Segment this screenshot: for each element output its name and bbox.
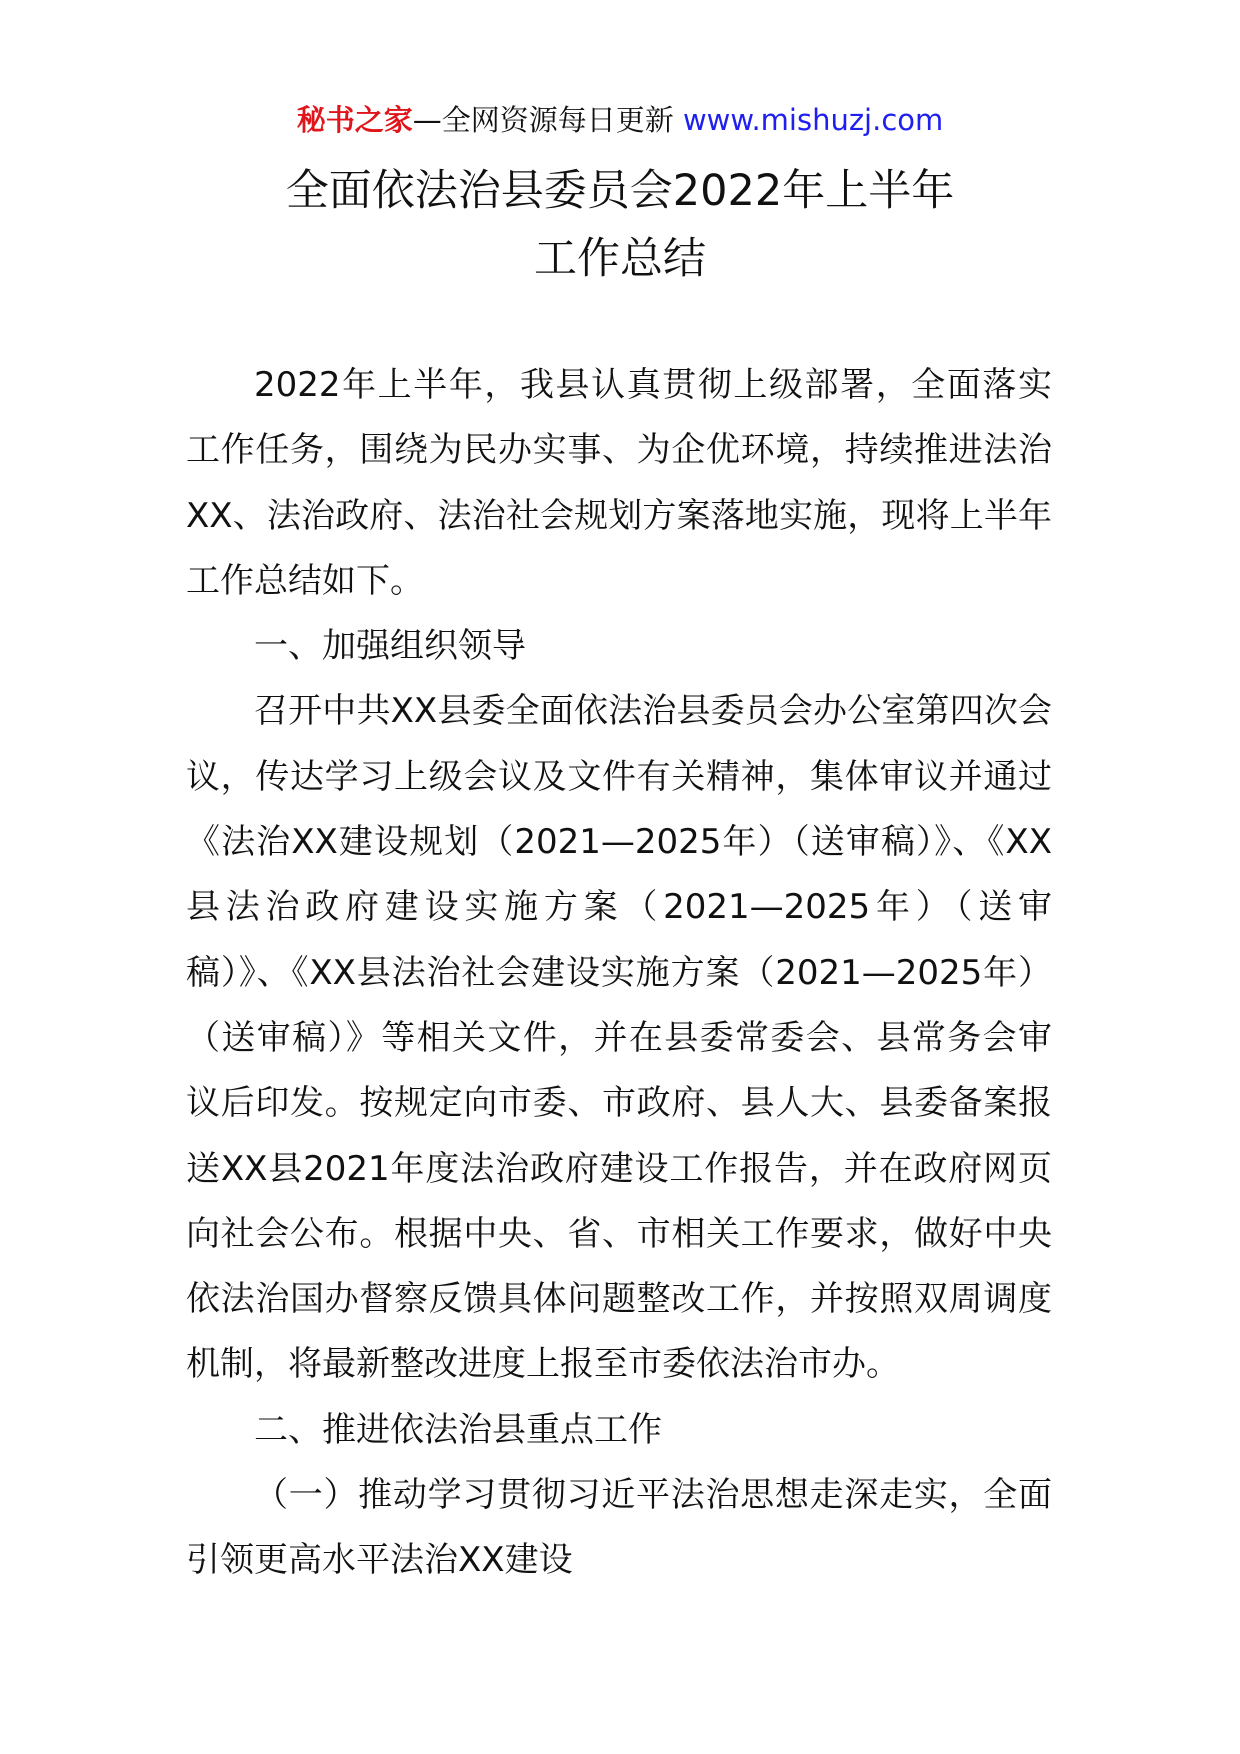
subsection-heading-1: （一）推动学习贯彻习近平法治思想走深走实，全面引领更高水平法治XX建设 bbox=[186, 1475, 1052, 1581]
intro-paragraph: 2022年上半年，我县认真贯彻上级部署，全面落实工作任务，围绕为民办实事、为企优环境，持续推进法治XX、法治政府、法治社会规划方案落地实施，现将上半年工作总结如下。 bbox=[186, 365, 1052, 601]
document-title-line1: 全面依法治县委员会2022年上半年 bbox=[285, 166, 955, 216]
site-url-link[interactable]: www.mishuzj.com bbox=[682, 103, 944, 137]
document-body bbox=[186, 353, 1052, 1594]
section-1-paragraph: 召开中共XX县委全面依法治县委员会办公室第四次会议，传达学习上级会议及文件有关精神，集体审议并通过《法治XX建设规划（2021—2025年）（送审稿）》、《XX县法治政府建设实施方案（2021—2025年）（送审稿）》、《XX县法治社会建设实施方案（2021—2025年）（送审稿）》等相关文件，并在县委常委会、县常务会审议后印发。按规定向市委、市政府、县人大、县委备案报送XX县2021年度法治政府建设工作报告，并在政府网页向社会公布。根据中央、省、市相关工作要求，做好中央依法治国办督察反馈具体问题整改工作，并按照双周调度机制，将最新整改进度上报至市委依法治市办。 bbox=[186, 691, 1052, 1385]
section-heading-2: 二、推进依法治县重点工作 bbox=[254, 1409, 662, 1450]
header-tagline: —全网资源每日更新 bbox=[412, 103, 674, 137]
brand-name: 秘书之家 bbox=[296, 103, 413, 137]
document-title-line2: 工作总结 bbox=[534, 234, 706, 284]
site-header bbox=[0, 98, 1240, 142]
section-heading-1: 一、加强组织领导 bbox=[254, 626, 526, 667]
